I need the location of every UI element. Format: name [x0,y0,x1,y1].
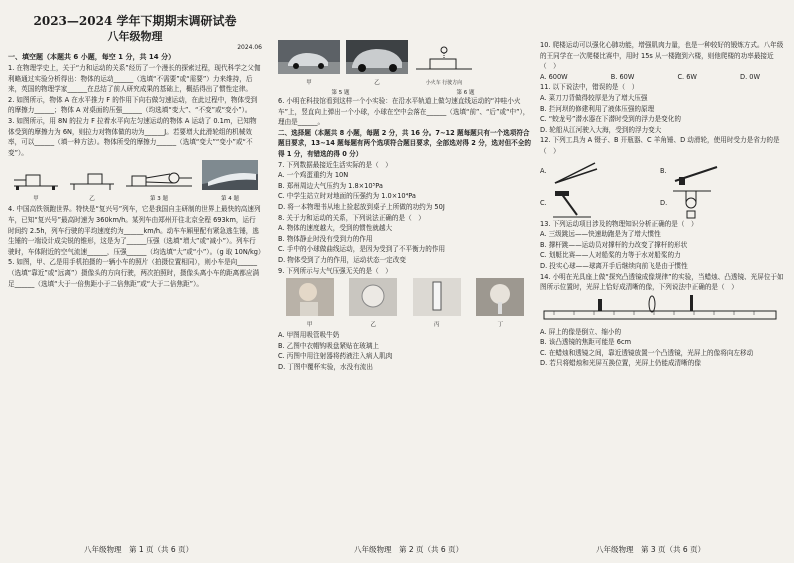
caption-yi: 乙 [89,196,95,203]
bottle-opener-icon [671,157,721,187]
question-1: 1. 在物理学史上，关于“力和运动的关系”经历了一个漫长的探索过程，现代科学之父伽利略通过实验分析得出：物体的运动______（选填“不需要”或“需要”）力来维持，后来，英国的物理学家______在总结了前人研究成果的基础上，概括得出了惯性定律。 [8,64,261,94]
question-9-option-d: D. 丁图中覆杯实验，水没有流出 [278,362,373,371]
section2-header: 二、选择题（本题共 8 小题，每题 2 分，共 16 分。7~12 题每题只有一个选项符合题目要求，13~14 题每题有两个选项符合题目要求，全部选对得 2 分，选对但不全的得 1 分，有错选的得 0 分） [278,128,531,158]
caption-q9-ding: 丁 [497,322,503,329]
block-table-diagram [68,166,116,190]
suction-hook-photo [349,278,397,316]
question-10-option-a: A. 600W [540,72,568,81]
car-photo-yi [346,40,408,74]
page-3-footer: 八年级物理 第 3 页（共 6 页） [596,545,706,554]
caption-jia: 甲 [33,196,39,203]
tool-b-label: B. [660,167,667,176]
figure-q9-ding [476,278,524,328]
figure-block-push [12,166,60,202]
question-2: 2. 如图所示，物体 A 在水平推力 F 的作用下向右做匀速运动，在此过程中，物体受到的摩擦力______；物体 A 对桌面的压强______（均选填“变大”、“不变”或“变小”）。 [8,95,258,115]
question-14-option-b: B. 该凸透镜的焦距可能是 6cm [540,338,631,347]
page-2-footer: 八年级物理 第 2 页（共 6 页） [354,545,464,554]
question-6: 6. 小明在科技馆看到这样一个小实验：在沿水平轨道上做匀速直线运动的“冲哇小火车”上，竖直向上弹出一个小球，小球在空中会落在______（选填“前”、“后”或“中”），理由是______。 [278,97,530,127]
page-1-footer: 八年级物理 第 1 页（共 6 页） [84,545,194,554]
caption-q6: 第 6 题 [456,90,475,96]
question-10-options [540,72,760,83]
figure-q9-yi [349,278,397,328]
caption-q9-yi: 乙 [370,322,376,329]
tool-b [660,157,780,187]
exam-date: 2024.06 [237,44,262,51]
figure-car-photo-yi [346,40,408,86]
question-7-option-a: A. 一个鸡蛋重约为 10N [278,171,349,180]
toy-train-diagram [414,45,474,75]
tool-c-label: C. [540,199,547,208]
train-photo [202,160,258,190]
figure-block-table [68,166,116,202]
figure-pulley [124,166,194,202]
question-9-option-a: A. 甲图用吸管吸牛奶 [278,331,340,340]
caption-car-jia: 甲 [306,80,312,86]
figures-q2-q4 [8,160,262,202]
caption-q5: 第 5 题 [331,90,350,96]
question-9-option-b: B. 乙图中衣帽钩吸盘紧贴在玻璃上 [278,341,380,350]
caption-q4: 第 4 题 [221,196,239,203]
question-9-option-c: C. 丙图中用注射器将药液注入病人肌肉 [278,352,393,361]
question-11-option-a: A. 菜刀刀背做得较厚是为了增大压强 [540,93,648,102]
question-7: 7. 下列数据最接近生活实际的是（ ） [278,160,392,169]
caption-q9-jia: 甲 [306,322,313,329]
exam-title: 2023—2024 学年下期期末调研试卷 [33,14,237,28]
question-7-option-c: C. 中学生站立时对地面的压强约为 1.0×10⁴Pa [278,192,416,201]
question-11-option-b: B. 拦河坝的修建利用了液体压强的原理 [540,104,655,113]
section1-header: 一、填空题（本题共 6 小题，每空 1 分，共 14 分） [8,53,176,61]
drinking-straw-photo [286,278,334,316]
figure-car-photo-jia [278,40,340,86]
question-3: 3. 如图所示，用 8N 的拉力 F 拉着水平向左匀速运动的物体 A 运动了 0.1m，已知物体受到的摩擦力为 6N，则拉力对物体做的功为______J。若要增大此滑轮组的机械效率，可以______（填一种方法）。物体所受的摩擦力______（选填“变大”“变小”或“不变”）。 [8,116,257,157]
question-5: 5. 如图，甲、乙是用手机拍摄的一辆小车的照片（拍摄位置相同），则小车是向______（选填“靠近”或“远离”）摄像头的方向行驶，两次拍照时，摄像头离小车的距离都应满足______（选填“大于一倍焦距小于二倍焦距”或“大于二倍焦距”）。 [8,258,260,288]
cup-experiment-photo [476,278,524,316]
question-13-option-d: D. 投实心球——球离开手后继续向前飞是由于惯性 [540,261,688,270]
syringe-photo [413,278,461,316]
question-7-option-b: B. 郑州周边大气压约为 1.8×10⁵Pa [278,181,383,190]
tool-a [540,157,660,187]
car-photo-jia [278,40,340,74]
figures-q9 [278,278,532,328]
question-8-option-b: B. 物体静止时没有受到力的作用 [278,234,373,243]
figure-toy-train [414,45,474,86]
question-11: 11. 以下说法中，错误的是（ ） [540,83,639,92]
claw-hammer-icon [551,189,601,219]
caption-car-yi: 乙 [374,80,380,86]
tool-d-label: D. [660,199,668,208]
question-12: 12. 下列工具为 A 镊子、B 开瓶器、C 羊角锤、D 动滑轮，使用时受力是省力的是（ ） [540,136,780,155]
tool-a-label: A. [540,167,547,176]
question-10: 10. 爬楼运动可以强化心肺功能，增强肌肉力量，也是一种较好的锻炼方式。八年级的王同学在一次爬楼比赛中，用时 15s 从一楼跑到六楼，则他爬楼的功率最接近（ ） [540,41,784,71]
question-13-option-c: C. 划艇比赛——人对船桨的力等于水对船桨的力 [540,251,681,260]
pulley-diagram [124,166,194,190]
question-9: 9. 下列所示与大气压强无关的是（ ） [278,266,392,275]
question-13-option-b: B. 撑杆跳——运动员对撑杆的力改变了撑杆的形状 [540,240,688,249]
question-14-option-a: A. 屏上的像是倒立、缩小的 [540,327,622,336]
question-11-option-d: D. 轮船从江河驶入大海，受到的浮力变大 [540,125,662,134]
question-13: 13. 下列运动项目涉及的物理知识分析正确的是（ ） [540,219,698,228]
tool-c [540,189,660,219]
question-11-option-c: C. “蛟龙号”潜水器在下潜时受到的浮力是变化的 [540,115,681,124]
tweezers-icon [551,157,601,187]
question-10-option-c: C. 6W [677,72,697,81]
question-14: 14. 小明在光具座上做“探究凸透镜成像规律”的实验，当蜡烛、凸透镜、光屏位于如图所示位置时，光屏上恰好成清晰的像，下列说法中正确的是（ ） [540,272,784,292]
caption-q9-bing: 丙 [433,322,440,329]
optical-bench-figure [540,293,786,327]
question-8-option-a: A. 物体的速度越大，受到的惯性就越大 [278,224,393,233]
question-4: 4. 中国高铁领跑世界。特快是“复兴号”列车，它是我国自主研制的世界上最快的高速列车，已知“复兴号”最高时速为 360km/h。某列车由郑州开往北京全程 693km，运行时间约 2.5h，列车行驶的平均速度约为______km/h。动车车厢里配有紧急逃生锤，逃生锤的一端设计成尖锐的锥形，这是为了______压强（选填“增大”或“减小”）。列车行驶时，车体附近的空气流速______，压强______（均选填“大”或“小”）。（g 取 10N/kg） [8,205,265,256]
movable-pulley-icon [671,189,721,219]
exam-subtitle: 八年级物理 [107,30,163,43]
question-10-option-d: D. 0W [740,72,760,81]
question-14-option-c: C. 在蜡烛和透镜之间，靠近透镜放置一个凸透镜，光屏上的像将向左移动 [540,348,754,357]
block-push-diagram [12,166,60,190]
figure-train-photo [202,160,258,202]
toy-train-direction-label: 小火车 行驶方向 [425,80,463,86]
question-8-option-d: D. 物体受到了力的作用，运动状态一定改变 [278,255,406,264]
figures-q5-q6 [278,40,532,86]
optical-bench-diagram [540,293,780,323]
page-3 [536,0,790,563]
tool-d [660,189,780,219]
question-10-option-b: B. 60W [610,72,635,81]
question-13-option-a: A. 三级跳远——快速助跑是为了增大惯性 [540,230,661,239]
page-1 [4,0,266,563]
figure-q9-bing [413,278,461,328]
page-2 [274,0,536,563]
question-8: 8. 关于力和运动的关系，下列说法正确的是（ ） [278,213,425,222]
question-14-option-d: D. 若只将蜡烛和光屏互换位置，光屏上仍能成清晰的像 [540,359,701,368]
question-8-option-c: C. 手中的小球做曲线运动，是因为受到了不平衡力的作用 [278,245,446,254]
figure-q9-jia [286,278,334,328]
question-7-option-d: D. 将一本物理书从地上捡起放到桌子上所做的功约为 50J [278,202,445,211]
caption-q3: 第 3 题 [150,196,168,203]
question-12-figures [540,157,780,219]
